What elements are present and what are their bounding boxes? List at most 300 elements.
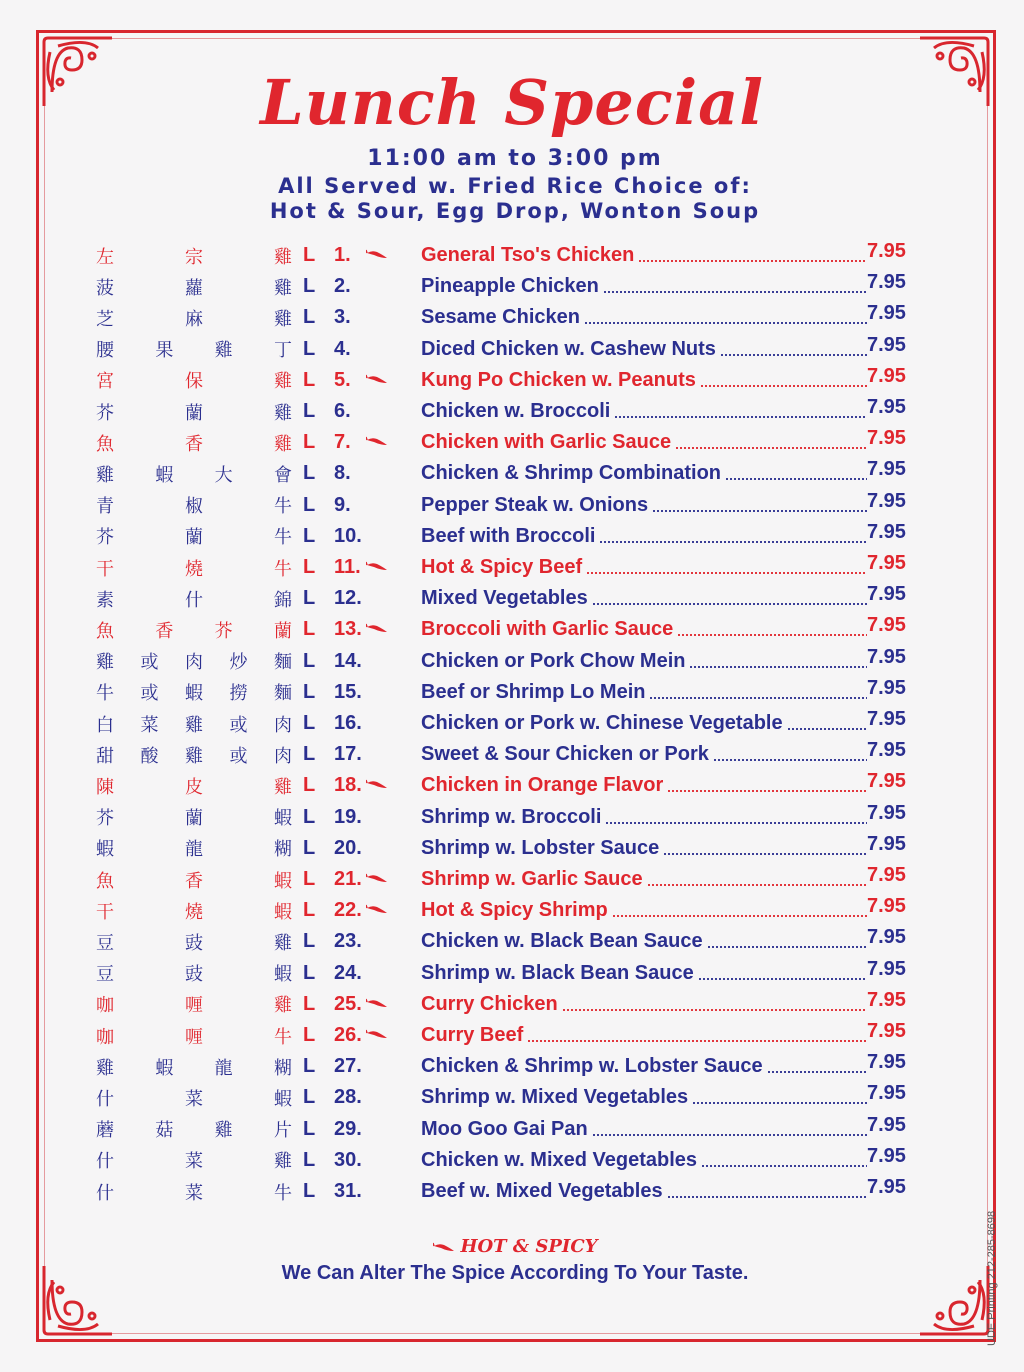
item-price: 7.95 (867, 614, 906, 637)
item-number: 19. (334, 805, 362, 828)
chinese-dish-name (96, 926, 292, 957)
chinese-dish-name (96, 1082, 292, 1113)
chinese-character: 香 (185, 870, 203, 892)
chinese-character: 或 (140, 652, 159, 674)
dot-leader (713, 759, 867, 761)
menu-item-row (0, 677, 1024, 708)
chinese-character: 蝦 (274, 964, 292, 986)
printer-credit: UDE Printing 212-285-8698 (986, 1210, 998, 1346)
menu-item-row (0, 1114, 1024, 1145)
item-prefix: L (303, 868, 316, 890)
item-number: 14. (334, 649, 362, 672)
chinese-character: 牛 (274, 1026, 292, 1048)
chinese-character: 會 (273, 464, 292, 486)
spicy-legend-label: HOT & SPICY (460, 1236, 598, 1257)
dish-name-with-leader (421, 868, 867, 891)
chili-pepper-icon (366, 779, 388, 789)
chinese-character: 龍 (214, 1057, 233, 1079)
dish-name-with-leader (421, 1024, 867, 1047)
chinese-character: 牛 (96, 683, 114, 705)
menu-item-row (0, 864, 1024, 895)
chinese-dish-name (96, 240, 292, 271)
chinese-character: 片 (273, 1120, 292, 1142)
item-prefix: L (303, 1117, 316, 1140)
chinese-character: 雞 (274, 246, 292, 268)
chinese-character: 或 (229, 745, 248, 767)
chinese-character: 糊 (274, 839, 292, 861)
item-price: 7.95 (867, 739, 906, 762)
chinese-character: 菜 (185, 1088, 203, 1110)
dish-name: Diced Chicken w. Cashew Nuts (421, 337, 716, 360)
item-price: 7.95 (867, 1020, 906, 1042)
dish-name-with-leader (421, 650, 867, 673)
chinese-character: 酸 (140, 745, 159, 767)
dot-leader (605, 822, 867, 824)
item-prefix: L (303, 1148, 316, 1171)
chili-pepper-icon (366, 623, 388, 633)
item-prefix: L (303, 368, 316, 391)
chinese-character: 大 (214, 464, 233, 486)
item-number: 1. (334, 244, 351, 266)
menu-item-row (0, 334, 1024, 365)
dot-leader (562, 1009, 867, 1011)
chili-pepper-icon (366, 873, 388, 883)
dish-name: Beef w. Mixed Vegetables (421, 1180, 663, 1202)
chinese-character: 蝦 (185, 683, 203, 705)
item-number: 27. (334, 1055, 362, 1078)
chinese-character: 芥 (96, 527, 114, 549)
chinese-character: 咖 (96, 1026, 114, 1048)
chinese-character: 菜 (185, 1151, 203, 1173)
chinese-dish-name (96, 708, 292, 739)
chinese-character: 素 (96, 589, 114, 611)
dish-name: Chicken w. Mixed Vegetables (421, 1148, 698, 1171)
menu-item-row (0, 458, 1024, 489)
dot-leader (584, 322, 867, 324)
dish-name-with-leader (421, 338, 867, 361)
chinese-character: 糊 (273, 1057, 292, 1079)
dish-name-with-leader (421, 462, 867, 485)
item-price: 7.95 (867, 1051, 906, 1074)
chinese-character: 芥 (96, 402, 114, 424)
dot-leader (586, 572, 867, 574)
dish-name: Hot & Spicy Beef (421, 556, 583, 578)
chinese-character: 咖 (96, 995, 114, 1017)
chinese-character: 魚 (96, 620, 114, 642)
chinese-character: 干 (96, 901, 114, 923)
chinese-dish-name (96, 864, 292, 895)
menu-item-row (0, 1082, 1024, 1113)
dot-leader (689, 666, 867, 668)
chinese-character: 牛 (274, 527, 292, 549)
chinese-character: 燒 (185, 901, 203, 923)
chinese-character: 蝦 (96, 839, 114, 861)
dish-name-with-leader (421, 431, 867, 454)
chinese-character: 腰 (96, 340, 114, 362)
item-prefix: L (303, 680, 316, 703)
chinese-character: 什 (96, 1182, 114, 1204)
dot-leader (647, 884, 867, 886)
chinese-character: 保 (185, 371, 203, 393)
dish-name: Beef or Shrimp Lo Mein (421, 680, 646, 703)
menu-item-row (0, 1176, 1024, 1207)
chinese-dish-name (96, 677, 292, 708)
item-number: 30. (334, 1148, 362, 1171)
dish-name-with-leader (421, 244, 867, 267)
dish-name: Chicken & Shrimp w. Lobster Sauce (421, 1055, 763, 1078)
menu-item-row (0, 646, 1024, 677)
menu-item-row (0, 521, 1024, 552)
dot-leader (707, 946, 867, 948)
dish-name: Shrimp w. Lobster Sauce (421, 836, 660, 859)
item-prefix: L (303, 431, 316, 454)
chinese-character: 菇 (155, 1120, 174, 1142)
menu-item-row (0, 1051, 1024, 1082)
dot-leader (767, 1071, 867, 1073)
chinese-dish-name (96, 1176, 292, 1207)
dish-name-with-leader (421, 993, 867, 1016)
item-number: 10. (334, 524, 362, 547)
item-prefix: L (303, 649, 316, 672)
dot-leader (592, 603, 867, 605)
chinese-character: 牛 (274, 558, 292, 580)
item-prefix: L (303, 400, 316, 422)
item-prefix: L (303, 712, 316, 734)
item-price: 7.95 (867, 676, 906, 699)
item-number: 29. (334, 1117, 362, 1140)
item-prefix: L (303, 493, 316, 516)
dish-name: Shrimp w. Broccoli (421, 805, 602, 828)
chinese-character: 龍 (185, 839, 203, 861)
chinese-character: 蝦 (274, 870, 292, 892)
menu-item-row (0, 396, 1024, 427)
dish-name: Pineapple Chicken (421, 275, 599, 298)
chinese-dish-name (96, 583, 292, 614)
menu-item-row (0, 958, 1024, 989)
item-prefix: L (303, 930, 316, 953)
dot-leader (652, 510, 867, 512)
item-number: 22. (334, 899, 362, 922)
chinese-character: 芝 (96, 308, 114, 330)
dish-name: Pepper Steak w. Onions (421, 493, 649, 516)
item-number: 12. (334, 587, 362, 610)
item-price: 7.95 (867, 583, 906, 606)
dot-leader (725, 478, 867, 480)
item-number: 3. (334, 306, 351, 329)
menu-item-row (0, 739, 1024, 770)
item-prefix: L (303, 836, 316, 859)
dish-name-with-leader (421, 618, 867, 641)
item-price: 7.95 (867, 926, 906, 949)
item-number: 8. (334, 462, 351, 485)
chinese-character: 菜 (185, 1182, 203, 1204)
chinese-character: 雞 (96, 464, 114, 486)
dot-leader (603, 291, 867, 293)
menu-item-row (0, 365, 1024, 396)
dish-name: General Tso's Chicken (421, 244, 635, 266)
dot-leader (663, 853, 867, 855)
chinese-character: 雞 (274, 776, 292, 798)
menu-item-row (0, 271, 1024, 302)
chinese-character: 什 (96, 1151, 114, 1173)
chinese-dish-name (96, 833, 292, 864)
item-number: 5. (334, 368, 351, 391)
served-with-line: All Served w. Fried Rice Choice of: (278, 174, 752, 198)
menu-title: Lunch Special (260, 66, 764, 139)
item-number: 28. (334, 1086, 362, 1109)
item-number: 24. (334, 961, 362, 984)
chinese-character: 雞 (274, 371, 292, 393)
dish-name-with-leader (421, 1149, 867, 1172)
chinese-dish-name (96, 646, 292, 677)
dish-name: Curry Chicken (421, 992, 558, 1015)
item-price: 7.95 (867, 1113, 906, 1136)
dot-leader (701, 1165, 867, 1167)
dot-leader (675, 447, 867, 449)
item-number: 16. (334, 712, 362, 734)
chinese-character: 雞 (214, 340, 233, 362)
chinese-character: 香 (185, 433, 203, 455)
dish-name: Hot & Spicy Shrimp (421, 899, 608, 922)
item-number: 4. (334, 337, 351, 360)
chinese-character: 雞 (274, 402, 292, 424)
chinese-dish-name (96, 271, 292, 302)
dish-name: Chicken & Shrimp Combination (421, 462, 722, 485)
chinese-dish-name (96, 334, 292, 365)
chinese-character: 雞 (274, 932, 292, 954)
menu-item-row (0, 926, 1024, 957)
item-prefix: L (303, 961, 316, 984)
item-price: 7.95 (867, 552, 906, 574)
item-price: 7.95 (867, 271, 906, 294)
chili-pepper-icon (366, 374, 388, 384)
chinese-character: 芥 (96, 808, 114, 830)
chili-pepper-icon (366, 249, 388, 259)
menu-item-row (0, 1145, 1024, 1176)
dish-name-with-leader (421, 525, 867, 548)
item-prefix: L (303, 743, 316, 766)
item-prefix: L (303, 275, 316, 298)
chinese-character: 燒 (185, 558, 203, 580)
chinese-dish-name (96, 458, 292, 489)
item-number: 17. (334, 743, 362, 766)
item-prefix: L (303, 1180, 316, 1202)
dish-name: Chicken or Pork w. Chinese Vegetable (421, 712, 783, 734)
item-price: 7.95 (867, 427, 906, 450)
chinese-character: 雞 (214, 1120, 233, 1142)
menu-item-row (0, 989, 1024, 1020)
dot-leader (692, 1102, 867, 1104)
menu-item-row (0, 490, 1024, 521)
chinese-character: 蝦 (274, 808, 292, 830)
chinese-character: 麵 (274, 652, 292, 674)
chinese-dish-name (96, 1051, 292, 1082)
dish-name-with-leader (421, 1180, 867, 1203)
menu-item-row (0, 895, 1024, 926)
dot-leader (698, 978, 867, 980)
dish-name: Shrimp w. Black Bean Sauce (421, 961, 694, 984)
item-prefix: L (303, 1086, 316, 1109)
dish-name: Mixed Vegetables (421, 587, 588, 610)
chinese-dish-name (96, 1145, 292, 1176)
chinese-dish-name (96, 427, 292, 458)
chinese-dish-name (96, 552, 292, 583)
chinese-character: 雞 (96, 1057, 114, 1079)
dot-leader (700, 385, 867, 387)
chinese-character: 豆 (96, 932, 114, 954)
chinese-character: 蘑 (96, 1120, 114, 1142)
dot-leader (667, 790, 867, 792)
chinese-character: 干 (96, 558, 114, 580)
menu-item-row (0, 583, 1024, 614)
menu-item-row (0, 614, 1024, 645)
item-price: 7.95 (867, 770, 906, 793)
chinese-character: 肉 (185, 652, 203, 674)
chili-pepper-icon (366, 1029, 388, 1039)
chinese-character: 果 (155, 340, 174, 362)
soup-choices-line: Hot & Sour, Egg Drop, Wonton Soup (269, 199, 761, 223)
chinese-character: 陳 (96, 776, 114, 798)
dot-leader (787, 728, 867, 730)
menu-item-row (0, 1020, 1024, 1051)
chinese-character: 麻 (185, 308, 203, 330)
item-number: 9. (334, 493, 351, 516)
dot-leader (720, 354, 867, 356)
chili-pepper-icon (366, 561, 388, 571)
item-number: 21. (334, 868, 362, 890)
chinese-character: 牛 (274, 496, 292, 518)
chinese-character: 或 (229, 714, 248, 736)
item-number: 2. (334, 275, 351, 298)
item-price: 7.95 (867, 396, 906, 418)
dot-leader (599, 541, 867, 543)
chinese-character: 撈 (229, 683, 248, 705)
item-prefix: L (303, 618, 316, 641)
dot-leader (592, 1134, 867, 1136)
lunch-hours: 11:00 am to 3:00 pm (367, 146, 663, 171)
item-price: 7.95 (867, 364, 906, 387)
chinese-character: 芥 (214, 620, 233, 642)
dish-name: Chicken with Garlic Sauce (421, 431, 672, 454)
item-number: 15. (334, 680, 362, 703)
menu-item-row (0, 427, 1024, 458)
menu-item-row (0, 770, 1024, 801)
chinese-character: 喱 (185, 1026, 203, 1048)
dish-name-with-leader (421, 1086, 867, 1109)
chinese-dish-name (96, 365, 292, 396)
chili-pepper-icon (433, 1242, 455, 1252)
chinese-character: 蝦 (155, 1057, 174, 1079)
item-price: 7.95 (867, 801, 906, 824)
dot-leader (677, 634, 867, 636)
dot-leader (612, 915, 867, 917)
menu-item-row (0, 240, 1024, 271)
dish-name: Sweet & Sour Chicken or Pork (421, 743, 709, 766)
chinese-character: 雞 (185, 745, 203, 767)
chinese-dish-name (96, 895, 292, 926)
item-number: 7. (334, 431, 351, 454)
chinese-character: 喱 (185, 995, 203, 1017)
chinese-dish-name (96, 490, 292, 521)
chinese-character: 豆 (96, 964, 114, 986)
chinese-dish-name (96, 770, 292, 801)
chinese-character: 皮 (185, 776, 203, 798)
chinese-character: 蝦 (274, 901, 292, 923)
chinese-character: 宮 (96, 371, 114, 393)
dish-name: Sesame Chicken (421, 306, 580, 329)
dish-name: Chicken in Orange Flavor (421, 774, 664, 797)
chinese-character: 肉 (274, 745, 292, 767)
item-prefix: L (303, 524, 316, 547)
dot-leader (638, 260, 867, 262)
item-prefix: L (303, 306, 316, 329)
chinese-character: 左 (96, 246, 114, 268)
chinese-character: 蘿 (185, 277, 203, 299)
chinese-character: 雞 (274, 277, 292, 299)
dish-name-with-leader (421, 587, 867, 610)
dish-name-with-leader (421, 681, 867, 704)
dish-name-with-leader (421, 1055, 867, 1078)
dot-leader (527, 1040, 867, 1042)
chinese-character: 什 (96, 1088, 114, 1110)
chinese-dish-name (96, 958, 292, 989)
dish-name-with-leader (421, 1118, 867, 1141)
item-prefix: L (303, 992, 316, 1015)
item-number: 23. (334, 930, 362, 953)
item-number: 6. (334, 400, 351, 422)
item-number: 18. (334, 774, 362, 797)
chinese-dish-name (96, 1020, 292, 1051)
chinese-character: 椒 (185, 496, 203, 518)
menu-item-row (0, 302, 1024, 333)
chinese-character: 雞 (274, 308, 292, 330)
chinese-character: 蝦 (274, 1088, 292, 1110)
dish-name: Shrimp w. Mixed Vegetables (421, 1086, 689, 1109)
item-prefix: L (303, 587, 316, 610)
chinese-character: 宗 (185, 246, 203, 268)
chinese-character: 肉 (274, 714, 292, 736)
item-price: 7.95 (867, 988, 906, 1011)
dish-name: Chicken w. Broccoli (421, 400, 611, 422)
chinese-dish-name (96, 396, 292, 427)
chinese-dish-name (96, 739, 292, 770)
chinese-character: 雞 (274, 995, 292, 1017)
dot-leader (667, 1196, 867, 1198)
chinese-dish-name (96, 521, 292, 552)
dish-name: Curry Beef (421, 1024, 524, 1046)
item-price: 7.95 (867, 489, 906, 512)
item-price: 7.95 (867, 1144, 906, 1167)
dish-name: Moo Goo Gai Pan (421, 1117, 588, 1140)
chinese-character: 錦 (274, 589, 292, 611)
dish-name-with-leader (421, 837, 867, 860)
chili-pepper-icon (366, 904, 388, 914)
chinese-character: 蘭 (273, 620, 292, 642)
dish-name-with-leader (421, 712, 867, 735)
chinese-dish-name (96, 989, 292, 1020)
dish-name-with-leader (421, 806, 867, 829)
item-price: 7.95 (867, 1176, 906, 1198)
chinese-character: 豉 (185, 932, 203, 954)
chinese-character: 魚 (96, 433, 114, 455)
chinese-character: 甜 (96, 745, 114, 767)
chinese-character: 蘭 (185, 527, 203, 549)
chinese-dish-name (96, 614, 292, 645)
dish-name-with-leader (421, 930, 867, 953)
item-prefix: L (303, 244, 316, 266)
item-prefix: L (303, 805, 316, 828)
item-number: 25. (334, 992, 362, 1015)
